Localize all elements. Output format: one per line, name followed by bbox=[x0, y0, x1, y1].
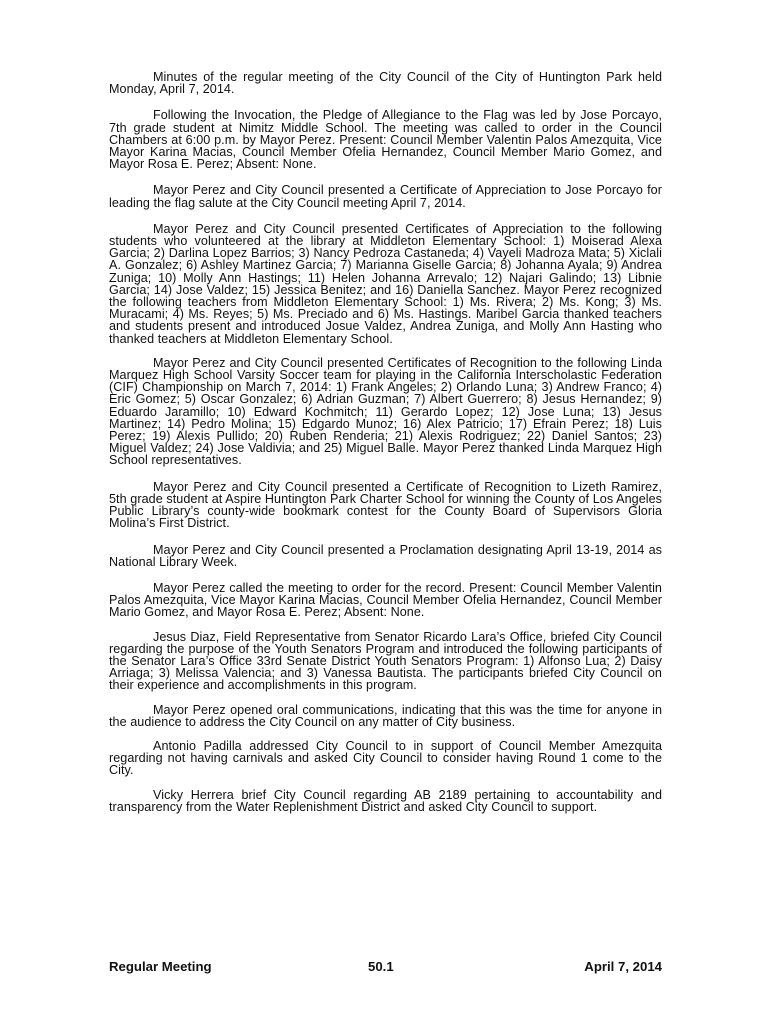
minutes-body bbox=[109, 71, 662, 827]
page-footer bbox=[109, 959, 662, 975]
paragraph-padilla: Antonio Padilla addressed City Council to in support of Council Member Amezquita regarding not having carnivals and asked City Council to consider having Round 1 come to the City. bbox=[109, 738, 662, 778]
paragraph-library-week: Mayor Perez and City Council presented a Proclamation designating April 13-19, 2014 as National Library Week. bbox=[109, 542, 662, 569]
paragraph-youth-senators: Jesus Diaz, Field Representative from Senator Ricardo Lara’s Office, briefed City Council regarding the purpose of the Youth Senators Program and introduced the following participants of the Senator Lara’s Office 33rd Senate District Youth Senators Program: 1) Alfonso Lua; 2) Daisy Arriaga; 3) Melissa Valencia; and 3) Vanessa Bautista. The participants briefed City Council on their experience and accomplishments in this program. bbox=[109, 629, 662, 693]
footer-page-number: 50.1 bbox=[368, 959, 394, 974]
paragraph-soccer-team: Mayor Perez and City Council presented Certificates of Recognition to the following Linda Marquez High School Varsity Soccer team for playing in the California Interscholastic Federation (CIF) Championship on March 7, 2014: 1) Frank Angeles; 2) Orlando Luna; 3) Andrew Franco; 4) Eric Gomez; 5) Oscar Gonzalez; 6) Adrian Guzman; 7) Albert Guerrero; 8) Jesus Hernandez; 9) Eduardo Jaramillo; 10) Edward Kochmitch; 11) Gerardo Lopez; 12) Jose Luna; 13) Jesus Martinez; 14) Pedro Molina; 15) Edgardo Munoz; 16) Alex Patricio; 17) Efrain Perez; 18) Luis Perez; 19) Alexis Pullido; 20) Ruben Renderia; 21) Alexis Rodriguez; 22) Daniel Santos; 23) Miguel Valdez; 24) Jose Valdivia; and 25) Miguel Balle. Mayor Perez thanked Linda Marquez High School representatives. bbox=[109, 355, 662, 468]
paragraph-bookmark-contest: Mayor Perez and City Council presented a Certificate of Recognition to Lizeth Ramirez, 5th grade student at Aspire Huntington Park Charter School for winning the County of Los Angeles Public Library’s county-wide bookmark contest for the County Board of Supervisors Gloria Molina’s First District. bbox=[109, 479, 662, 531]
paragraph-oral-communications: Mayor Perez opened oral communications, indicating that this was the time for anyone in the audience to address the City Council on any matter of City business. bbox=[109, 702, 662, 729]
paragraph-herrera: Vicky Herrera brief City Council regarding AB 2189 pertaining to accountability and transparency from the Water Replenishment District and asked City Council to support. bbox=[109, 787, 662, 814]
paragraph-meeting-order: Mayor Perez called the meeting to order for the record. Present: Council Member Valentin Palos Amezquita, Vice Mayor Karina Macias, Council Member Ofelia Hernandez, Council Member Mario Gomez, and Mayor Rosa E. Perez; Absent: None. bbox=[109, 580, 662, 620]
footer-date: April 7, 2014 bbox=[584, 959, 662, 974]
paragraph-invocation-roll-call: Following the Invocation, the Pledge of Allegiance to the Flag was led by Jose Porcayo, 7th grade student at Nimitz Middle School. The meeting was called to order in the Council Chambers at 6:00 p.m. by Mayor Perez. Present: Council Member Valentin Palos Amezquita, Vice Mayor Karina Macias, Council Member Ofelia Hernandez, Council Member Mario Gomez, and Mayor Rosa E. Perez; Absent: None. bbox=[109, 108, 662, 172]
paragraph-meeting-header: Minutes of the regular meeting of the City Council of the City of Huntington Park held Monday, April 7, 2014. bbox=[109, 70, 662, 97]
paragraph-middleton-volunteers: Mayor Perez and City Council presented Certificates of Appreciation to the following students who volunteered at the library at Middleton Elementary School: 1) Moiserad Alexa Garcia; 2) Darlina Lopez Barrios; 3) Nancy Pedroza Castaneda; 4) Vayeli Madroza Mata; 5) Xiclali A. Gonzalez; 6) Ashley Martinez Garcia; 7) Marianna Giselle Garcia; 8) Johanna Ayala; 9) Andrea Zuniga; 10) Molly Ann Hastings; 11) Helen Johanna Arrevalo; 12) Najari Galindo; 13) Libnie Garcia; 14) Jose Valdez; 15) Jessica Benitez; and 16) Daniella Sanchez. Mayor Perez recognized the following teachers from Middleton Elementary School: 1) Ms. Rivera; 2) Ms. Kong; 3) Ms. Muracami; 4) Ms. Reyes; 5) Ms. Preciado and 6) Ms. Hastings. Maribel Garcia thanked teachers and students present and introduced Josue Valdez, Andrea Zuniga, and Molly Ann Hasting who thanked teachers at Middleton Elementary School. bbox=[109, 221, 662, 346]
paragraph-certificate-porcayo: Mayor Perez and City Council presented a Certificate of Appreciation to Jose Porcayo for leading the flag salute at the City Council meeting April 7, 2014. bbox=[109, 183, 662, 210]
footer-meeting-type: Regular Meeting bbox=[109, 959, 212, 974]
